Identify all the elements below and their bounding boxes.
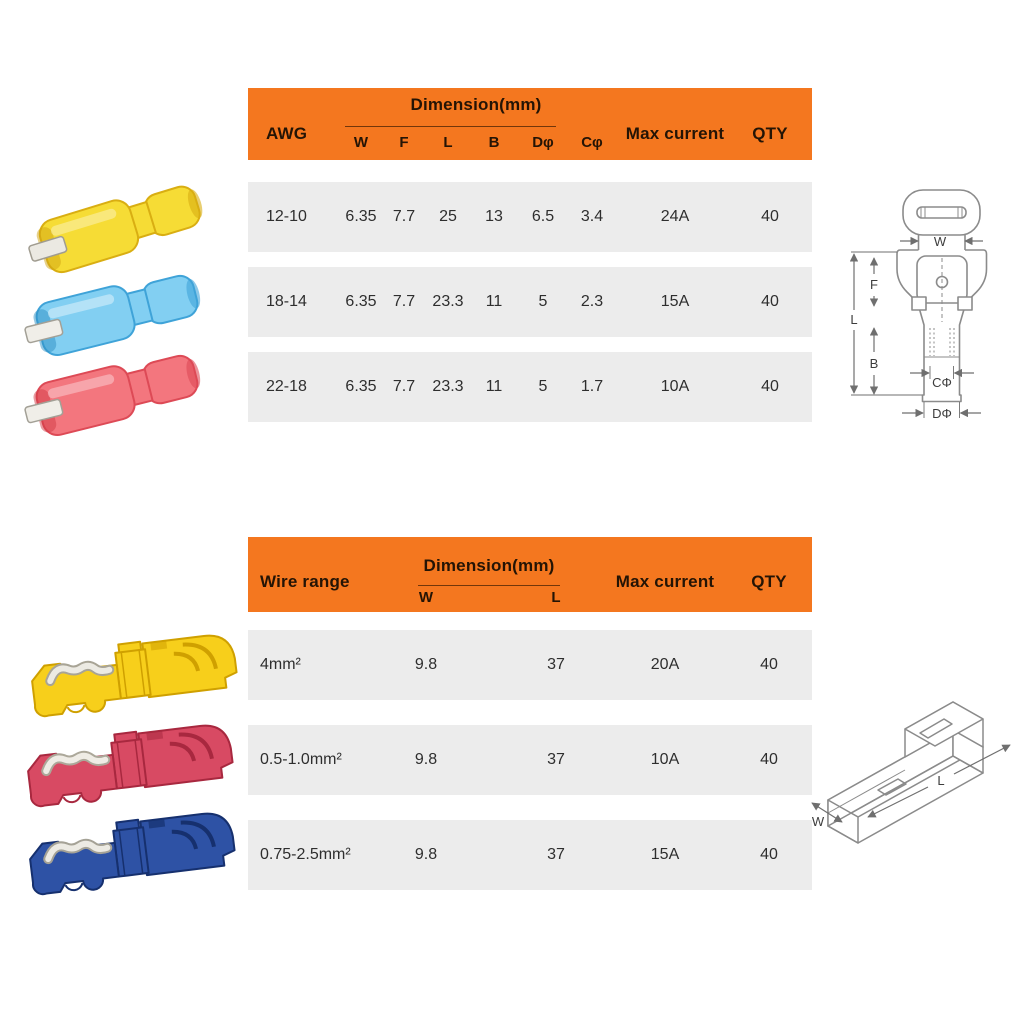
spade-table-row-2 bbox=[248, 267, 812, 337]
col-header-w: W bbox=[418, 589, 434, 606]
qty-value: 40 bbox=[761, 378, 779, 395]
t-tap-table-header bbox=[248, 537, 812, 612]
diagram-label-l: L bbox=[937, 773, 945, 788]
yellow-terminal-image bbox=[23, 176, 209, 280]
qty-value: 40 bbox=[761, 293, 779, 310]
cphi-value: 2.3 bbox=[580, 293, 604, 310]
awg-value: 18-14 bbox=[266, 293, 307, 310]
qty-value: 40 bbox=[760, 751, 778, 768]
qty-value: 40 bbox=[760, 656, 778, 673]
red-terminal-image bbox=[20, 346, 206, 441]
wire-range-value: 0.75-2.5mm² bbox=[260, 846, 351, 863]
max-current-value: 15A bbox=[660, 293, 690, 310]
blue-terminal-image bbox=[20, 266, 206, 361]
col-header-l: L bbox=[443, 134, 453, 151]
col-header-qty: QTY bbox=[751, 572, 787, 591]
col-header-w: W bbox=[353, 134, 369, 151]
col-header-wire-range: Wire range bbox=[260, 572, 350, 591]
l-value: 23.3 bbox=[432, 378, 464, 395]
max-current-value: 15A bbox=[650, 846, 680, 863]
t-tap-dimension-diagram bbox=[808, 678, 1024, 863]
dphi-value: 5 bbox=[538, 293, 548, 310]
spade-table-header bbox=[248, 88, 812, 160]
col-header-qty: QTY bbox=[752, 124, 788, 143]
col-header-dimension-group: Dimension(mm) bbox=[423, 556, 555, 575]
w-value: 9.8 bbox=[414, 656, 438, 673]
t-tap-table-row-3 bbox=[248, 820, 812, 890]
col-header-cphi: Cφ bbox=[581, 134, 603, 151]
col-header-dimension-group: Dimension(mm) bbox=[410, 95, 542, 114]
col-header-dphi: Dφ bbox=[532, 134, 554, 151]
max-current-value: 10A bbox=[660, 378, 690, 395]
cphi-value: 1.7 bbox=[580, 378, 604, 395]
diagram-label-cphi: CΦ bbox=[932, 375, 952, 390]
f-value: 7.7 bbox=[392, 293, 416, 310]
yellow-t-tap-image bbox=[29, 631, 240, 719]
t-tap-table-row-1 bbox=[248, 630, 812, 700]
t-tap-spec-table bbox=[248, 537, 812, 890]
dimension-group-underline bbox=[345, 126, 556, 127]
w-value: 6.35 bbox=[345, 378, 377, 395]
diagram-label-f: F bbox=[870, 277, 878, 292]
f-value: 7.7 bbox=[392, 378, 416, 395]
diagram-label-w: W bbox=[811, 814, 825, 829]
qty-value: 40 bbox=[760, 846, 778, 863]
t-tap-table-row-2 bbox=[248, 725, 812, 795]
l-value: 37 bbox=[547, 656, 565, 673]
b-value: 13 bbox=[485, 208, 503, 225]
wire-range-value: 0.5-1.0mm² bbox=[260, 751, 342, 768]
dphi-value: 6.5 bbox=[531, 208, 555, 225]
spade-terminal-dimension-diagram bbox=[850, 170, 1024, 440]
blue-t-tap-image bbox=[27, 809, 238, 897]
col-header-max-current: Max current bbox=[625, 124, 725, 143]
diagram-label-b: B bbox=[869, 356, 879, 371]
dphi-value: 5 bbox=[538, 378, 548, 395]
l-value: 37 bbox=[547, 846, 565, 863]
w-value: 6.35 bbox=[345, 293, 377, 310]
col-header-max-current: Max current bbox=[615, 572, 715, 591]
max-current-value: 10A bbox=[650, 751, 680, 768]
spade-table-row-1 bbox=[248, 182, 812, 252]
l-value: 37 bbox=[547, 751, 565, 768]
cphi-value: 3.4 bbox=[580, 208, 604, 225]
col-header-l: L bbox=[551, 589, 561, 606]
max-current-value: 24A bbox=[660, 208, 690, 225]
red-t-tap-image bbox=[25, 721, 236, 809]
qty-value: 40 bbox=[761, 208, 779, 225]
diagram-label-l: L bbox=[850, 312, 858, 327]
col-header-b: B bbox=[488, 134, 500, 151]
l-value: 25 bbox=[439, 208, 457, 225]
w-value: 9.8 bbox=[414, 846, 438, 863]
diagram-label-dphi: DΦ bbox=[932, 406, 952, 421]
f-value: 7.7 bbox=[392, 208, 416, 225]
awg-value: 12-10 bbox=[266, 208, 307, 225]
col-header-awg: AWG bbox=[266, 124, 308, 143]
spade-table-row-3 bbox=[248, 352, 812, 422]
w-value: 9.8 bbox=[414, 751, 438, 768]
w-value: 6.35 bbox=[345, 208, 377, 225]
t-tap-connectors-photo bbox=[10, 630, 240, 920]
wire-range-value: 4mm² bbox=[260, 656, 301, 673]
dimension-group-underline bbox=[418, 585, 560, 586]
b-value: 11 bbox=[485, 293, 503, 310]
col-header-f: F bbox=[399, 134, 409, 151]
spade-terminals-photo bbox=[30, 180, 230, 440]
b-value: 11 bbox=[485, 378, 503, 395]
spade-terminal-spec-table bbox=[248, 88, 812, 422]
awg-value: 22-18 bbox=[266, 378, 307, 395]
max-current-value: 20A bbox=[650, 656, 680, 673]
diagram-label-w: W bbox=[933, 234, 947, 249]
l-value: 23.3 bbox=[432, 293, 464, 310]
